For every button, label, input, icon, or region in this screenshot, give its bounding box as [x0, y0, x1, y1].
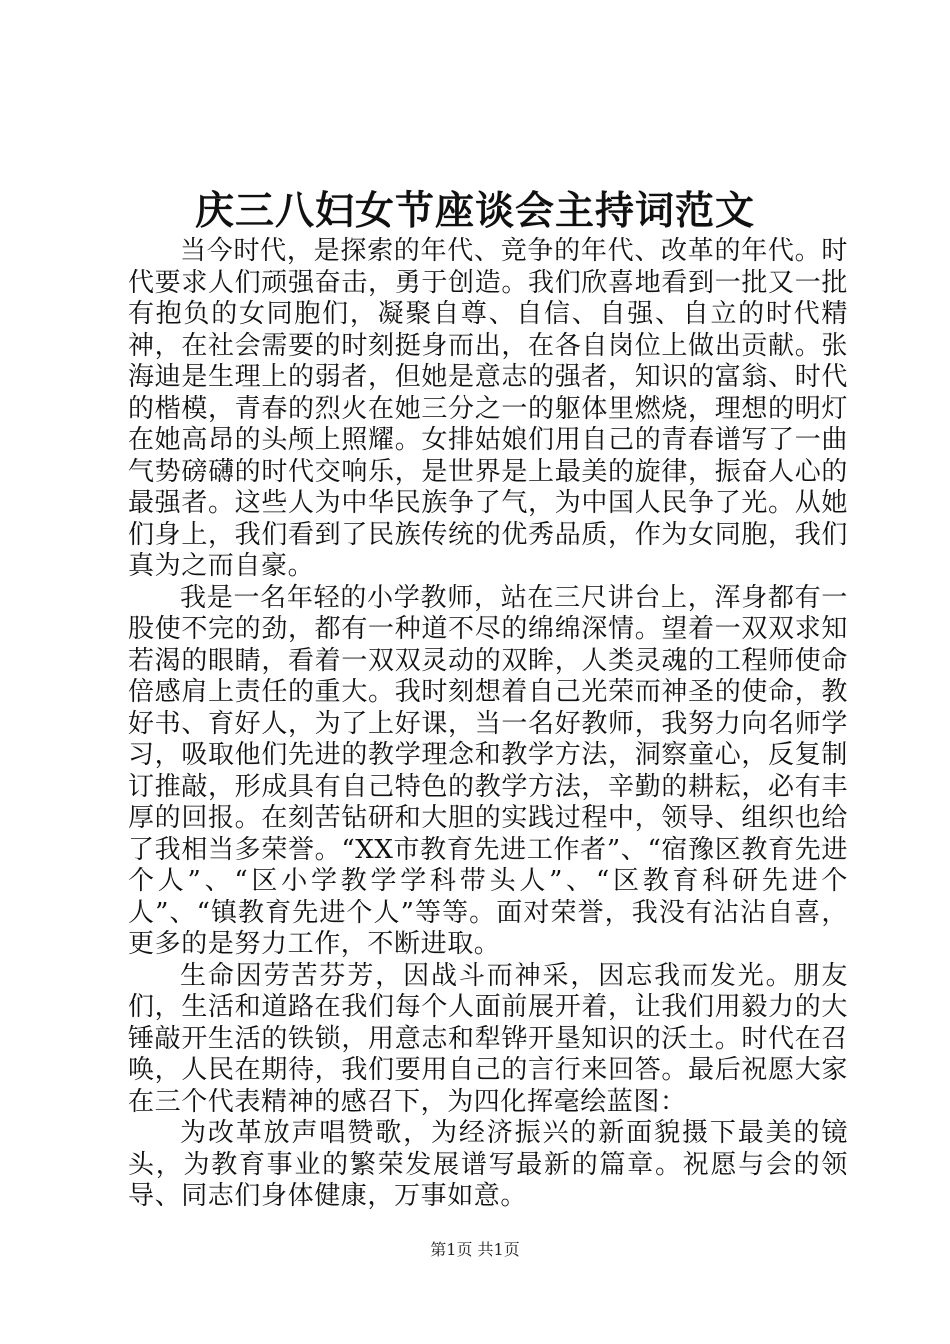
- paragraph-1: 当今时代，是探索的年代、竞争的年代、改革的年代。时代要求人们顽强奋击，勇于创造。我们欣喜地看到一批又一批有抱负的女同胞们，凝聚自尊、自信、自强、自立的时代精神，在社会需要的时刻挺身而出，在各自岗位上做出贡献。张海迪是生理上的弱者，但她是意志的强者，知识的富翁、时代的楷模，青春的烈火在她三分之一的躯体里燃烧，理想的明灯在她高昂的头颅上照耀。女排姑娘们用自己的青春谱写了一曲气势磅礴的时代交响乐，是世界是上最美的旋律，振奋人心的最强者。这些人为中华民族争了气，为中国人民争了光。从她们身上，我们看到了民族传统的优秀品质，作为女同胞，我们真为之而自豪。: [128, 236, 848, 581]
- paragraph-2: 我是一名年轻的小学教师，站在三尺讲台上，浑身都有一股使不完的劲，都有一种道不尽的绵绵深情。望着一双双求知若渴的眼睛，看着一双双灵动的双眸，人类灵魂的工程师使命倍感肩上责任的重大。我时刻想着自己光荣而神圣的使命，教好书、育好人，为了上好课，当一名好教师，我努力向名师学习，吸取他们先进的教学理念和教学方法，洞察童心，反复制订推敲，形成具有自己特色的教学方法，辛勤的耕耘，必有丰厚的回报。在刻苦钻研和大胆的实践过程中，领导、组织也给了我相当多荣誉。“XX市教育先进工作者”、“宿豫区教育先进个人”、“区小学教学学科带头人”、“区教育科研先进个人”、“镇教育先进个人”等等。面对荣誉，我没有沾沾自喜，更多的是努力工作，不断进取。: [128, 582, 848, 959]
- paragraph-3: 生命因劳苦芬芳，因战斗而神采，因忘我而发光。朋友们，生活和道路在我们每个人面前展开着，让我们用毅力的大锤敲开生活的铁锁，用意志和犁铧开垦知识的沃土。时代在召唤，人民在期待，我们要用自己的言行来回答。最后祝愿大家在三个代表精神的感召下，为四化挥毫绘蓝图：: [128, 960, 848, 1117]
- page-footer: 第1页 共1页: [430, 1240, 520, 1259]
- document-body: [128, 236, 848, 1213]
- paragraph-4: 为改革放声唱赞歌，为经济振兴的新面貌摄下最美的镜头，为教育事业的繁荣发展谱写最新的篇章。祝愿与会的领导、同志们身体健康，万事如意。: [128, 1118, 848, 1211]
- document-title: 庆三八妇女节座谈会主持词范文: [194, 188, 755, 234]
